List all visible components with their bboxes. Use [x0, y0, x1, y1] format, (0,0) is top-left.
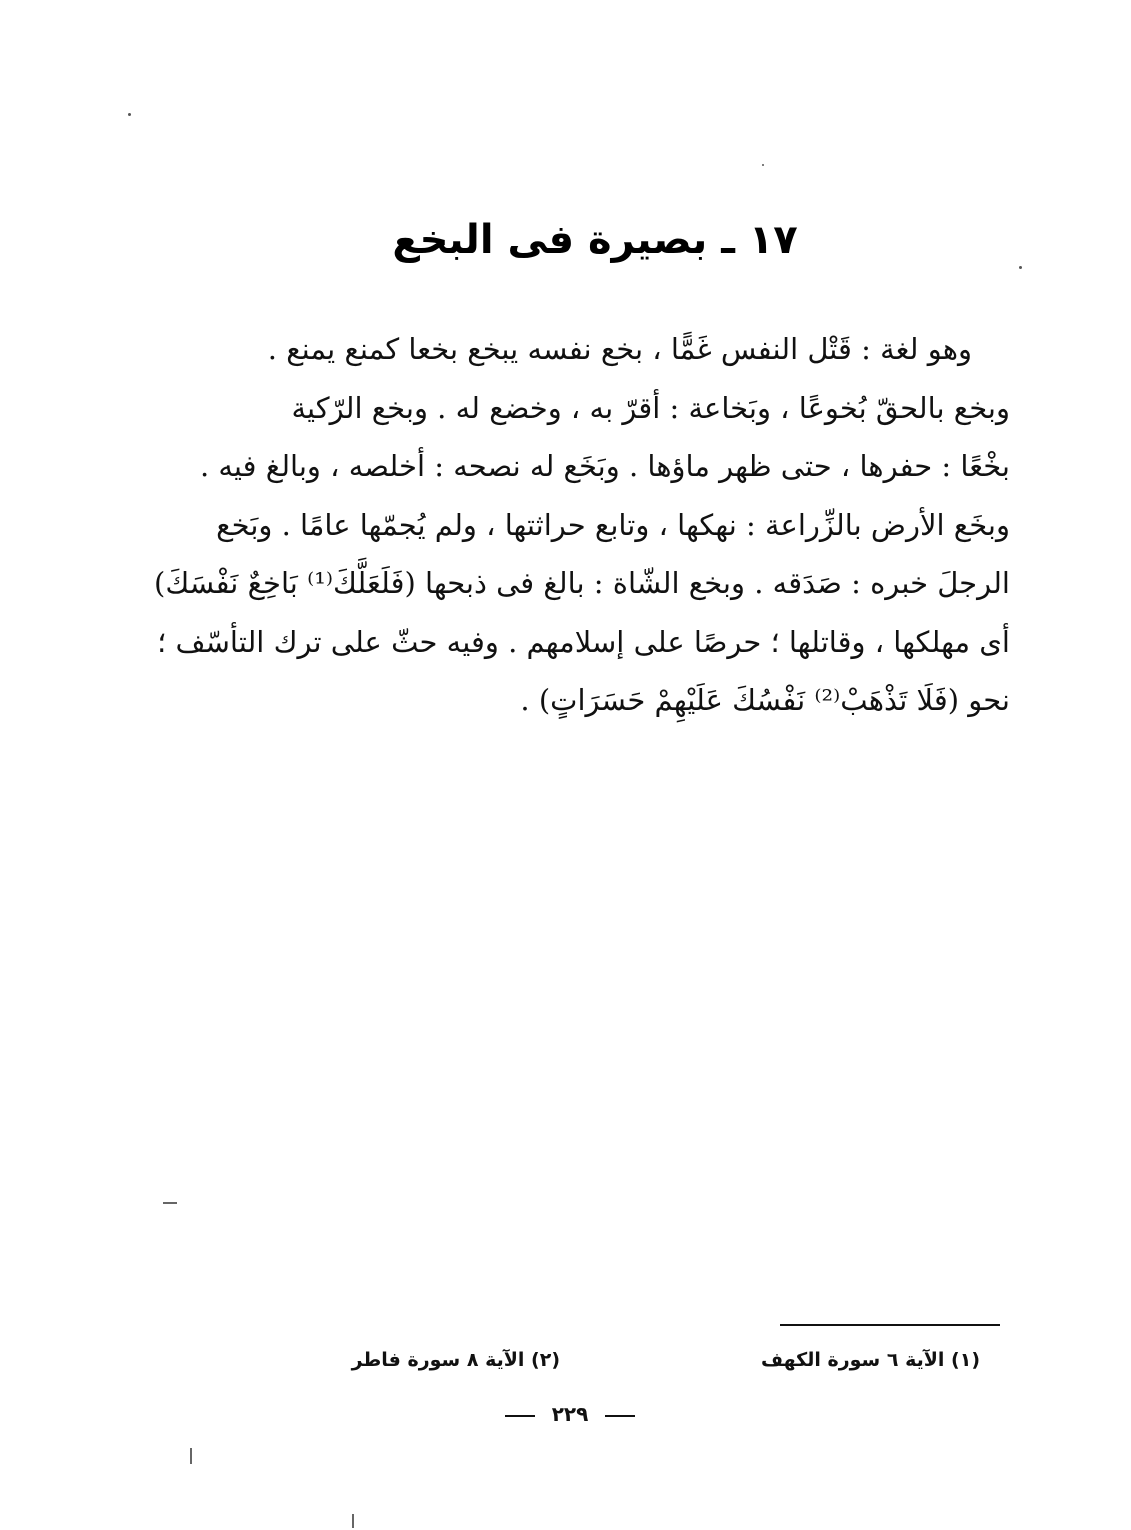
scan-mark	[352, 1514, 354, 1528]
paragraph-line: وهو لغة : قَتْل النفس غَمًّا ، بخع نفسه يبخع بخعا كمنع يمنع .	[267, 332, 972, 366]
paragraph-line: وبخع بالحقّ بُخوعًا ، وبَخاعة : أقرّ به ، وخضع له . وبخع الرّكية	[291, 390, 1010, 425]
footnote-1: (١) الآية ٦ سورة الكهف	[761, 1349, 980, 1371]
footnote-2: (٢) الآية ٨ سورة فاطر	[351, 1349, 560, 1371]
scan-speck	[128, 113, 131, 116]
scan-speck	[762, 164, 764, 166]
page-number-block	[470, 1396, 670, 1432]
page-number-dash	[505, 1415, 535, 1417]
paragraph-line: أى مهلكها ، وقاتلها ؛ حرصًا على إسلامهم . وفيه حثّ على ترك التأسّف ؛	[157, 624, 1010, 659]
page-number-dash	[605, 1415, 635, 1417]
page-number: ٢٢٩	[551, 1402, 589, 1426]
paragraph-line: بخْعًا : حفرها ، حتى ظهر ماؤها . وبَخَع له نصحه : أخلصه ، وبالغ فيه .	[199, 449, 1010, 483]
body-paragraph	[150, 320, 1010, 740]
paragraph-line: وبخَع الأرض بالزِّراعة : نهكها ، وتابع حراثتها ، ولم يُجمّها عامًا . وبَخع	[216, 507, 1010, 542]
chapter-title: ١٧ ـ بصيرة فى البخع	[392, 217, 798, 263]
scan-speck	[1019, 266, 1022, 269]
paragraph-line: الرجلَ خبره : صَدَقه . وبخع الشّاة : بالغ فى ذبحها (فَلَعَلَّكَ⁽¹⁾ بَاخِعٌ نَفْسَكَ)	[154, 566, 1010, 600]
footnotes	[300, 1340, 990, 1380]
scan-mark	[190, 1448, 192, 1464]
paragraph-line: نحو (فَلَا تَذْهَبْ⁽²⁾ نَفْسُكَ عَلَيْهِمْ حَسَرَاتٍ) .	[520, 683, 1010, 717]
scan-mark	[163, 1202, 177, 1204]
footnote-separator	[780, 1324, 1000, 1326]
